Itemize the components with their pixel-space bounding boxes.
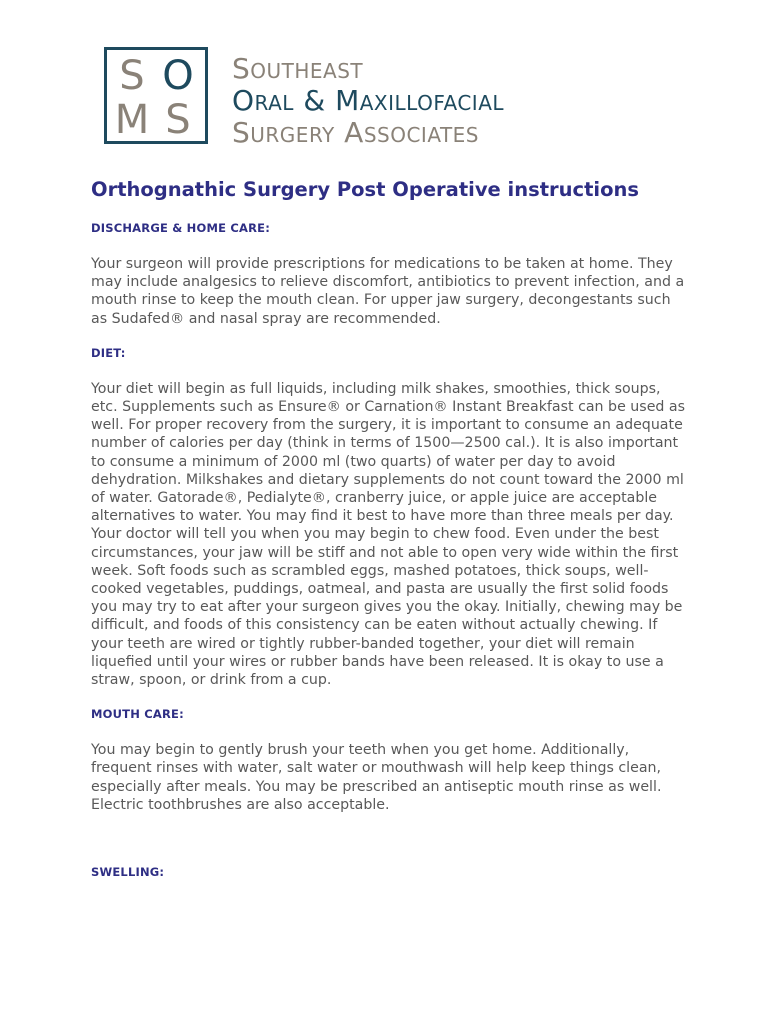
logo-line-oral-maxillofacial: Oral & Maxillofacial (232, 84, 505, 117)
section-heading-mouth-care: MOUTH CARE: (91, 707, 184, 722)
section-text-discharge: Your surgeon will provide prescriptions for medications to be taken at home. They may include analgesics to relieve discomfort, antibiotics to prevent infection, and a mouth rinse to keep the mouth clean. For upper jaw surgery, decongestants such as Sudafed® and nasal spray are recommended. (91, 256, 685, 327)
logo-mark-letter-s1: S (119, 53, 145, 99)
logo-mark-letter-s2: S (165, 97, 191, 143)
logo-line-surgery-associates: Surgery Associates (232, 116, 480, 149)
document-body (91, 176, 691, 880)
logo-wordmark (232, 53, 504, 149)
section-heading-diet: DIET: (91, 345, 126, 360)
section-text-diet: Your diet will begin as full liquids, including milk shakes, smoothies, thick soups, etc. Supplements such as Ensure® or Carnation® Instant Breakfast can be used as well. For proper recovery from the surgery, it is important to consume an adequate number of calories per day (think in terms of 1500—2500 cal.). It is also important to consume a minimum of 2000 ml (two quarts) of water per day to avoid dehydration. Milkshakes and dietary supplements do not count toward the 2000 ml of water. Gatorade®, Pedialyte®, cranberry juice, or apple juice are acceptable alternatives to water. You may find it best to have more than three meals per day. Your doctor will tell you when you may begin to chew food. Even under the best circumstances, your jaw will be stiff and not able to open very wide within the first week. Soft foods such as scrambled eggs, mashed potatoes, thick soups, well-cooked vegetables, puddings, oatmeal, and pasta are usually the first solid foods you may try to eat after your surgeon gives you the okay. Initially, chewing may be difficult, and foods of this consistency can be eaten without actually chewing. If your teeth are wired or tightly rubber-banded together, your diet will remain liquefied until your wires or rubber bands have been released. It is okay to use a straw, spoon, or drink from a cup. (91, 380, 686, 689)
section-heading-discharge: DISCHARGE & HOME CARE: (91, 221, 271, 235)
logo-mark-letter-m: M (114, 97, 150, 143)
logo-line-southeast: Southeast (232, 52, 364, 85)
logo-mark-letter-o: O (162, 53, 194, 99)
section-text-mouth-care: You may begin to gently brush your teeth when you get home. Additionally, frequent rinses with water, salt water or mouthwash will help keep things clean, especially after meals. You may be prescribed an antiseptic mouth rinse as well. Electric toothbrushes are also acceptable. (91, 742, 662, 813)
practice-logo (104, 47, 624, 147)
soms-logo-mark (104, 47, 208, 144)
section-heading-swelling: SWELLING: (91, 865, 165, 880)
document-title: Orthognathic Surgery Post Operative instructions (91, 178, 639, 201)
